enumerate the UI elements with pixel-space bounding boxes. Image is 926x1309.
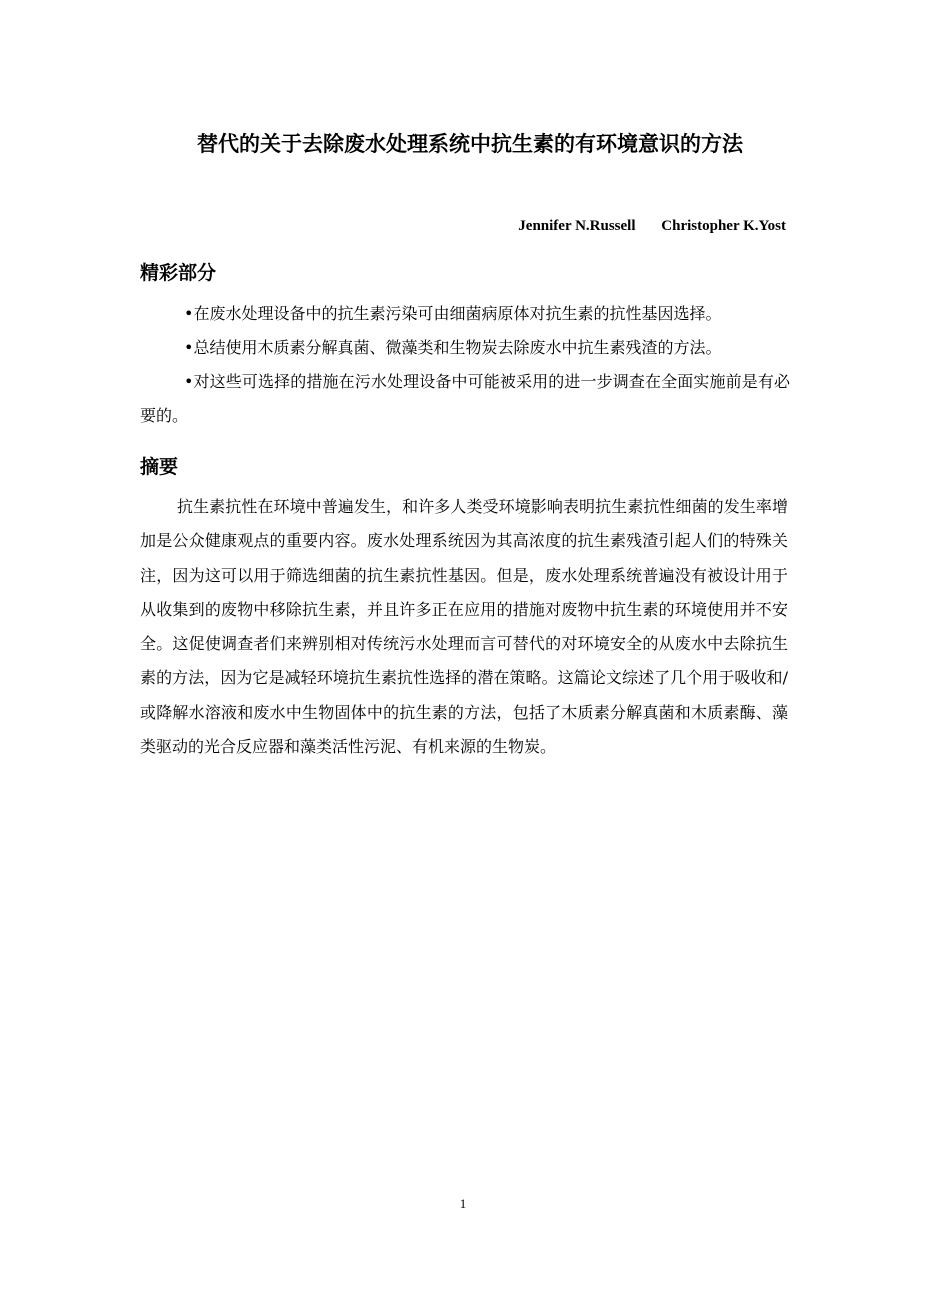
author-list — [518, 218, 786, 235]
abstract-heading: 摘要 — [140, 456, 179, 478]
highlights-heading: 精彩部分 — [140, 262, 217, 284]
highlight-item: •对这些可选择的措施在污水处理设备中可能被采用的进一步调查在全面实施前是有必要的。 — [140, 372, 790, 425]
abstract-paragraph: 抗生素抗性在环境中普遍发生，和许多人类受环境影响表明抗生素抗性细菌的发生率增加是公众健康观点的重要内容。废水处理系统因为其高浓度的抗生素残渣引起人们的特殊关注，因为这可以用于筛选细菌的抗生素抗性基因。但是，废水处理系统普遍没有被设计用于从收集到的废物中移除抗生素，并且许多正在应用的措施对废物中抗生素的环境使用并不安全。这促使调查者们来辨别相对传统污水处理而言可替代的对环境安全的从废水中去除抗生素的方法，因为它是减轻环境抗生素抗性选择的潜在策略。这篇论文综述了几个用于吸收和/或降解水溶液和废水中生物固体中的抗生素的方法，包括了木质素分解真菌和木质素酶、藻类驱动的光合反应器和藻类活性污泥、有机来源的生物炭。 — [140, 497, 788, 757]
document-title: 替代的关于去除废水处理系统中抗生素的有环境意识的方法 — [197, 132, 743, 156]
highlight-item: •总结使用木质素分解真菌、微藻类和生物炭去除废水中抗生素残渣的方法。 — [184, 338, 722, 357]
page-number: 1 — [459, 1196, 467, 1211]
highlights-list — [140, 297, 790, 433]
author-name: Jennifer N.Russell — [518, 218, 636, 234]
author-name: Christopher K.Yost — [661, 218, 786, 234]
highlight-item: •在废水处理设备中的抗生素污染可由细菌病原体对抗生素的抗性基因选择。 — [184, 304, 722, 323]
